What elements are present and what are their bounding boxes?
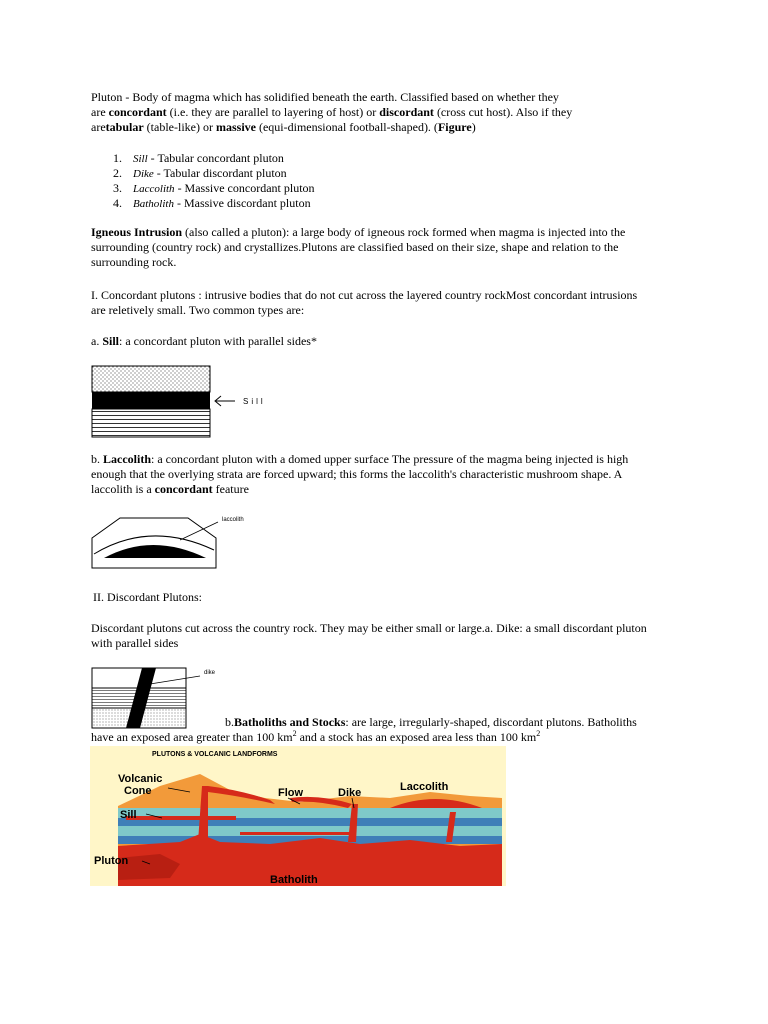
sill-top-layer	[92, 366, 210, 392]
list-number: 2.	[113, 166, 122, 180]
laccolith-diagram	[90, 510, 250, 574]
label-flow: Flow	[278, 787, 304, 799]
sill-shape	[126, 816, 236, 820]
term-concordant: concordant	[154, 482, 213, 496]
intro-text: (equi-dimensional football-shaped). (	[255, 120, 438, 134]
paragraph-text: : a concordant pluton with a domed upper surface The pressure of the magma being injected is high	[151, 452, 629, 466]
label-dike: Dike	[338, 787, 362, 799]
sill-body	[92, 392, 210, 409]
paragraph-text: with parallel sides	[91, 636, 179, 650]
term-tabular: tabular	[105, 120, 144, 134]
term-concordant: concordant	[108, 105, 167, 119]
superscript: 2	[536, 729, 541, 738]
figure-link: Figure	[437, 120, 472, 134]
intro-text: (i.e. they are parallel to layering of host) or	[166, 105, 380, 119]
paragraph-text: surrounding rock.	[91, 255, 177, 269]
list-number: 1.	[113, 151, 122, 165]
laccolith-paragraph	[91, 452, 681, 497]
list-description: - Massive discordant pluton	[173, 196, 311, 210]
list-description: - Tabular discordant pluton	[153, 166, 287, 180]
intro-text: Pluton - Body of magma which has solidified beneath the earth. Classified based on whether they	[91, 90, 559, 104]
intro-text: are	[91, 105, 109, 119]
discordant-paragraph	[91, 621, 681, 651]
paragraph-text: : a concordant pluton with parallel sides*	[119, 334, 317, 348]
paragraph-text: have an exposed area greater than 100 km	[91, 730, 293, 744]
list-item	[113, 151, 315, 166]
paragraph-text: b.	[91, 452, 103, 466]
paragraph-text: : are large, irregularly-shaped, discordant plutons. Batholiths	[345, 715, 637, 729]
sill-label: Sill	[243, 397, 266, 406]
list-item	[113, 196, 315, 211]
batholith-line-2	[91, 730, 681, 745]
list-term: Sill	[133, 153, 148, 165]
term-sill: Sill	[102, 334, 120, 348]
paragraph-text: surrounding (country rock) and crystallizes.Plutons are classified based on their size, shape and relation to the	[91, 240, 619, 254]
paragraph-text: I. Concordant plutons : intrusive bodies that do not cut across the layered country rockMost concordant intrusions	[91, 288, 638, 302]
intro-text: (cross cut host). Also if they	[433, 105, 573, 119]
label-pluton: Pluton	[94, 855, 129, 867]
paragraph-text: are reletively small. Two common types are:	[91, 303, 305, 317]
list-description: - Tabular concordant pluton	[147, 151, 284, 165]
paragraph-text: laccolith is a	[91, 482, 155, 496]
intro-text: are	[91, 120, 106, 134]
intro-text: (table-like) or	[143, 120, 216, 134]
superscript: 2	[292, 729, 297, 738]
sill-heading	[91, 334, 681, 349]
paragraph-text: (also called a pluton): a large body of igneous rock formed when magma is injected into the	[182, 225, 626, 239]
sill-diagram	[90, 364, 290, 444]
paragraph-text: and a stock has an exposed area less than 100 km	[296, 730, 537, 744]
list-term: Laccolith	[133, 183, 175, 195]
discordant-heading	[93, 590, 683, 605]
list-description: - Massive concordant pluton	[174, 181, 315, 195]
figure-title: PLUTONS & VOLCANIC LANDFORMS	[152, 751, 278, 758]
dike-diagram	[90, 664, 230, 732]
igneous-intrusion-paragraph	[91, 225, 681, 270]
intro-text: )	[471, 120, 476, 134]
list-item	[113, 181, 315, 196]
label-cone: Cone	[124, 785, 152, 797]
list-term: Batholith	[133, 198, 174, 210]
sill-bottom-layer	[92, 409, 210, 437]
term-batholiths-and-stocks: Batholiths and Stocks	[234, 715, 346, 729]
sill-shape-2	[240, 832, 350, 835]
laccolith-label: laccolith	[222, 517, 244, 523]
list-number: 3.	[113, 181, 122, 195]
term-discordant: discordant	[379, 105, 434, 119]
label-batholith: Batholith	[270, 874, 318, 886]
term-laccolith: Laccolith	[103, 452, 151, 466]
label-volcanic: Volcanic	[118, 773, 163, 785]
pluton-types-list	[113, 151, 315, 211]
paragraph-text: feature	[212, 482, 249, 496]
term-massive: massive	[215, 120, 256, 134]
list-term: Dike	[133, 168, 154, 180]
concordant-plutons-paragraph	[91, 288, 681, 318]
paragraph-text: enough that the overlying strata are forced upward; this forms the laccolith's characteristic mushroom shape. A	[91, 467, 623, 481]
list-item	[113, 166, 315, 181]
paragraph-text: b.	[225, 715, 234, 729]
intro-paragraph	[91, 90, 681, 135]
label-laccolith: Laccolith	[400, 781, 449, 793]
landforms-diagram	[90, 746, 506, 886]
batholith-line-1	[225, 715, 705, 730]
paragraph-text: Discordant plutons cut across the country rock. They may be either small or large.a. Dike: a small discordant pluton	[91, 621, 647, 635]
dike-label: dike	[204, 670, 216, 676]
term-igneous-intrusion: Igneous Intrusion	[91, 225, 183, 239]
list-number: 4.	[113, 196, 122, 210]
section-heading: II. Discordant Plutons:	[93, 590, 202, 604]
paragraph-text: a.	[91, 334, 103, 348]
label-sill: Sill	[120, 809, 137, 821]
